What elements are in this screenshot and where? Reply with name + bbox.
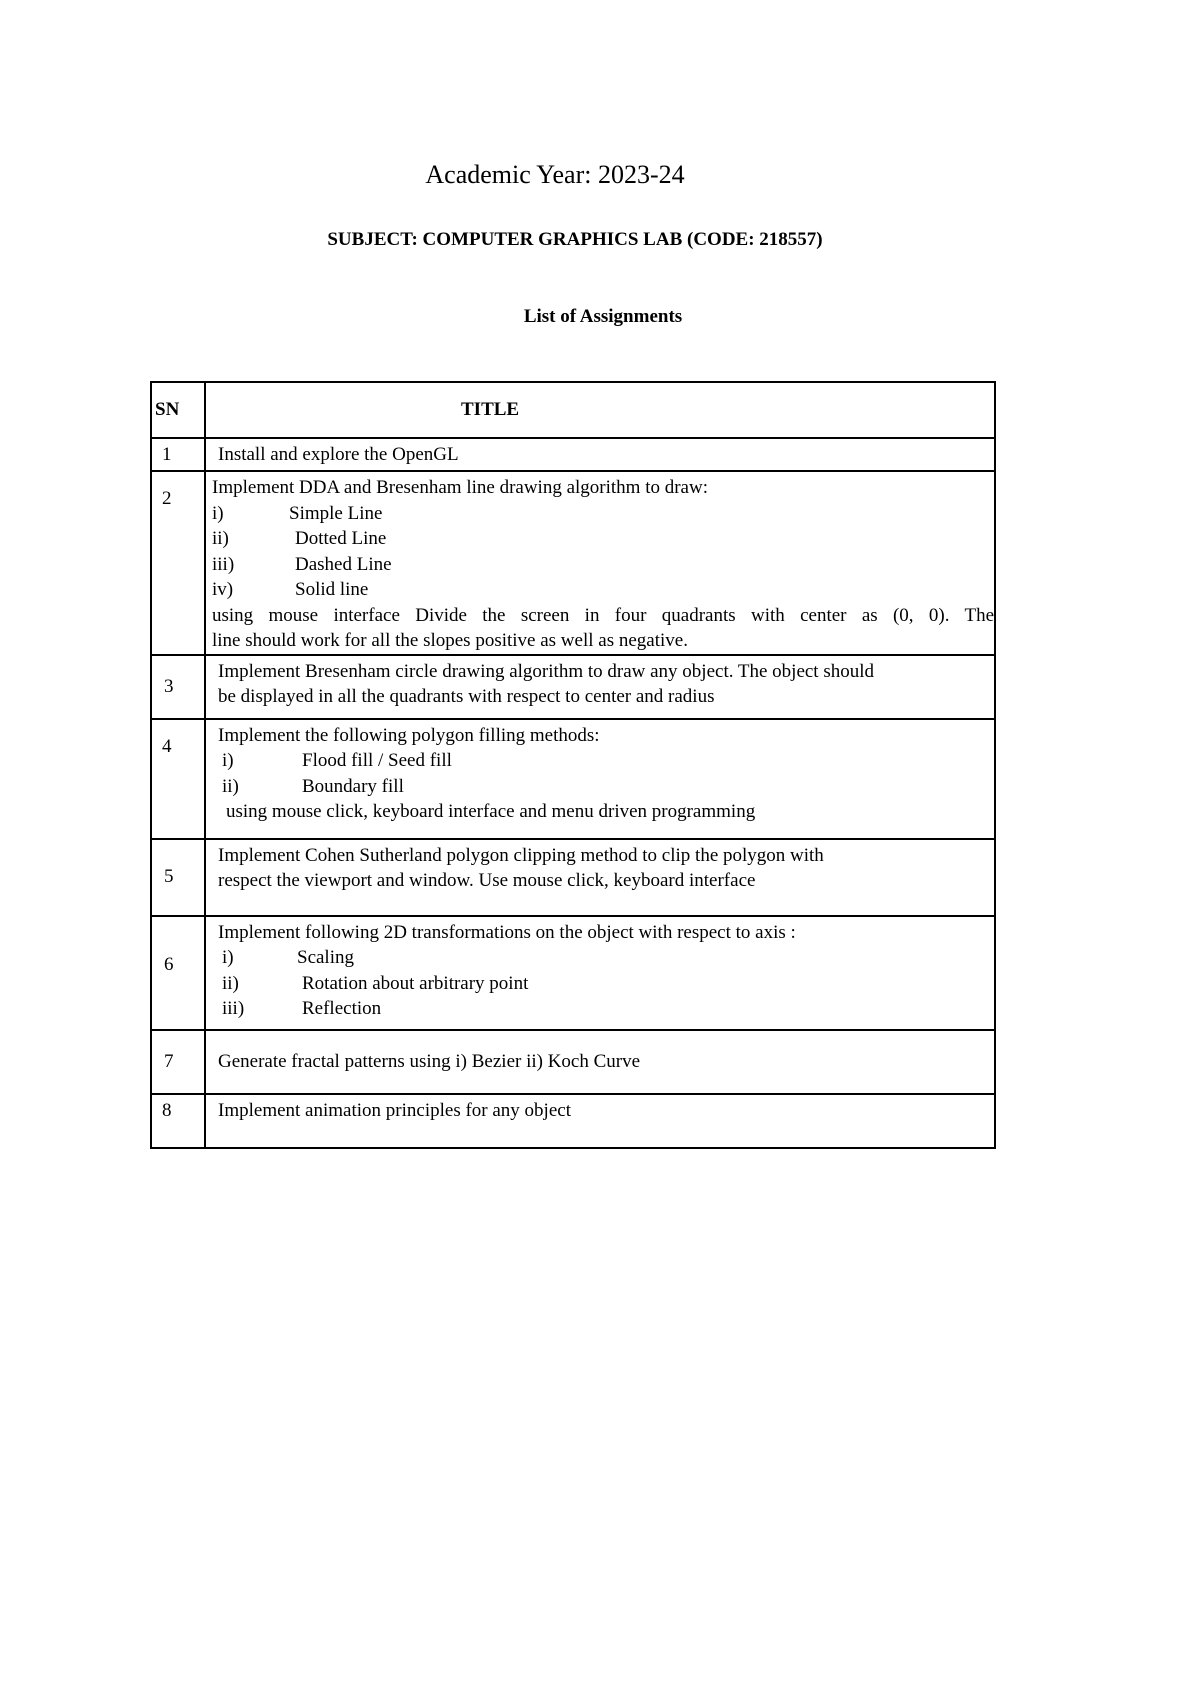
item-text: Rotation about arbitrary point bbox=[302, 972, 529, 994]
assignments-table bbox=[150, 381, 996, 1149]
row-title bbox=[205, 916, 995, 1030]
list-title: List of Assignments bbox=[523, 306, 683, 327]
row-title bbox=[205, 1030, 995, 1094]
item-text: Scaling bbox=[297, 947, 354, 968]
row-title bbox=[205, 471, 995, 655]
row-title bbox=[205, 1094, 995, 1148]
row-title-line: respect the viewport and window. Use mouse click, keyboard interface bbox=[218, 870, 756, 891]
row-title bbox=[205, 655, 995, 719]
row-title-line: Implement Cohen Sutherland polygon clipping method to clip the polygon with bbox=[218, 844, 824, 866]
row-title-line: Generate fractal patterns using i) Bezier ii) Koch Curve bbox=[218, 1050, 641, 1072]
list-item bbox=[212, 526, 994, 552]
academic-year-heading: Academic Year: 2023-24 bbox=[425, 160, 685, 189]
column-header-title: TITLE bbox=[205, 382, 995, 438]
table-row bbox=[151, 655, 995, 719]
table-row bbox=[151, 719, 995, 839]
table-row bbox=[151, 1030, 995, 1094]
item-text: Flood fill / Seed fill bbox=[302, 750, 452, 771]
list-item bbox=[218, 945, 994, 971]
list-item bbox=[212, 552, 994, 578]
row-title bbox=[205, 438, 995, 471]
row-title-line: Implement following 2D transformations on the object with respect to axis : bbox=[218, 921, 796, 943]
row-sn: 5 bbox=[151, 839, 205, 916]
row-title-line: line should work for all the slopes positive as well as negative. bbox=[212, 630, 688, 651]
item-text: Boundary fill bbox=[302, 775, 404, 797]
item-number: iii) bbox=[222, 998, 245, 1019]
item-text: Simple Line bbox=[289, 502, 383, 524]
list-item bbox=[212, 501, 994, 527]
list-item bbox=[212, 577, 994, 603]
row-sn: 3 bbox=[151, 655, 205, 719]
table-row bbox=[151, 839, 995, 916]
table-header-row bbox=[151, 382, 995, 438]
item-number: i) bbox=[222, 947, 234, 968]
row-title-line: Implement the following polygon filling methods: bbox=[218, 724, 600, 746]
list-item bbox=[218, 996, 994, 1022]
row-sn: 7 bbox=[151, 1030, 205, 1094]
row-sn: 1 bbox=[151, 438, 205, 471]
item-number: i) bbox=[212, 502, 224, 524]
item-number: iii) bbox=[212, 553, 235, 575]
row-title-line: Implement animation principles for any object bbox=[218, 1099, 571, 1121]
table-row bbox=[151, 438, 995, 471]
row-sn: 8 bbox=[151, 1094, 205, 1148]
table-row bbox=[151, 916, 995, 1030]
list-item bbox=[218, 774, 994, 800]
item-text: Dotted Line bbox=[295, 528, 387, 549]
item-number: ii) bbox=[222, 775, 239, 797]
item-text: Solid line bbox=[295, 579, 369, 600]
item-number: i) bbox=[222, 750, 234, 771]
list-item bbox=[218, 971, 994, 997]
row-title-line: Implement DDA and Bresenham line drawing algorithm to draw: bbox=[212, 477, 708, 498]
list-item bbox=[218, 748, 994, 774]
row-sn: 2 bbox=[151, 471, 205, 655]
item-text: Reflection bbox=[302, 998, 382, 1019]
row-title-line: Implement Bresenham circle drawing algorithm to draw any object. The object should bbox=[218, 660, 875, 682]
item-number: iv) bbox=[212, 579, 234, 600]
subject-heading: SUBJECT: COMPUTER GRAPHICS LAB (CODE: 218557) bbox=[327, 229, 823, 250]
row-title-line: using mouse interface Divide the screen in four quadrants with center as (0, 0). The bbox=[212, 604, 994, 626]
item-number: ii) bbox=[212, 528, 229, 549]
row-title bbox=[205, 839, 995, 916]
row-sn: 6 bbox=[151, 916, 205, 1030]
row-title-line: be displayed in all the quadrants with respect to center and radius bbox=[218, 686, 715, 707]
column-header-sn: SN bbox=[151, 382, 205, 438]
item-text: Dashed Line bbox=[295, 553, 392, 575]
item-number: ii) bbox=[222, 972, 239, 994]
table-row bbox=[151, 471, 995, 655]
row-sn: 4 bbox=[151, 719, 205, 839]
table-row bbox=[151, 1094, 995, 1148]
row-title-line: using mouse click, keyboard interface and menu driven programming bbox=[226, 801, 756, 822]
row-title-line: Install and explore the OpenGL bbox=[218, 444, 459, 465]
row-title bbox=[205, 719, 995, 839]
